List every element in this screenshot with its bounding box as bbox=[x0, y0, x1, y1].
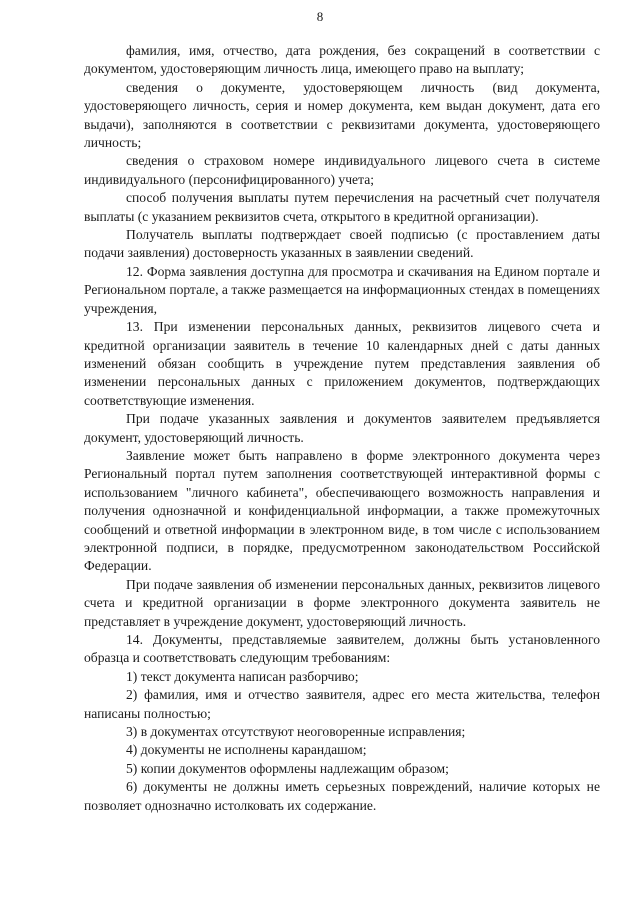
requirement-item: 4) документы не исполнены карандашом; bbox=[126, 742, 367, 758]
paragraph-electronic-change: При подаче заявления об изменении персональных данных, реквизитов лицевого счета и кредитной организации в форме электронного документа заявитель не представляет в учреждение документ, удостоверяющий личность. bbox=[84, 576, 600, 629]
requirement-item: 2) фамилия, имя и отчество заявителя, адрес его места жительства, телефон написаны полностью; bbox=[84, 687, 600, 721]
paragraph-signature-confirmation: Получатель выплаты подтверждает своей подписью (с проставлением даты подачи заявления) достоверность указанных в заявлении сведений. bbox=[84, 227, 600, 261]
paragraph-item-12: 12. Форма заявления доступна для просмотра и скачивания на Едином портале и Региональном портале, а также размещается на информационных стендах в помещениях учреждения, bbox=[84, 263, 600, 316]
page-number: 8 bbox=[316, 9, 324, 24]
paragraph-item-13: 13. При изменении персональных данных, реквизитов лицевого счета и кредитной организации заявитель в течение 10 календарных дней с даты данных изменений обязан сообщить в учреждение путем представления заявления об изменении персональных данных с приложением документов, подтверждающих соответствующие изменения. bbox=[84, 319, 600, 408]
requirement-item: 5) копии документов оформлены надлежащим образом; bbox=[126, 760, 449, 776]
requirement-item: 1) текст документа написан разборчиво; bbox=[126, 668, 359, 684]
paragraph-insurance-number: сведения о страховом номере индивидуального лицевого счета в системе индивидуального (персонифицированного) учета; bbox=[84, 153, 600, 187]
paragraph-identity-presentation: При подаче указанных заявления и документов заявителем предъявляется документ, удостоверяющий личность. bbox=[84, 411, 600, 445]
paragraph-payment-method: способ получения выплаты путем перечисления на расчетный счет получателя выплаты (с указанием реквизитов счета, открытого в кредитной организации). bbox=[84, 190, 600, 224]
document-body bbox=[84, 42, 600, 815]
requirement-item: 3) в документах отсутствуют неоговоренные исправления; bbox=[126, 724, 466, 740]
paragraph-item-14: 14. Документы, представляемые заявителем, должны быть установленного образца и соответствовать следующим требованиям: bbox=[84, 632, 600, 666]
paragraph-electronic-submission: Заявление может быть направлено в форме электронного документа через Региональный портал путем заполнения соответствующей интерактивной формы с использованием "личного кабинета", обеспечивающего возможность направления и получения однозначной и конфиденциальной информации, а также промежуточных сообщений и ответной информации в электронном виде, в том числе с использованием электронной подписи, в порядке, предусмотренном законодательством Российской Федерации. bbox=[84, 447, 600, 574]
requirement-item: 6) документы не должны иметь серьезных повреждений, наличие которых не позволяет однозначно истолковать их содержание. bbox=[84, 779, 600, 813]
paragraph-identity-document: сведения о документе, удостоверяющем личность (вид документа, удостоверяющего личность, серия и номер документа, кем выдан документ, дата его выдачи), заполняются в соответствии с реквизитами документа, удостоверяющего личность; bbox=[84, 79, 600, 151]
paragraph-full-name: фамилия, имя, отчество, дата рождения, без сокращений в соответствии с документом, удостоверяющим личность лица, имеющего право на выплату; bbox=[84, 43, 600, 77]
